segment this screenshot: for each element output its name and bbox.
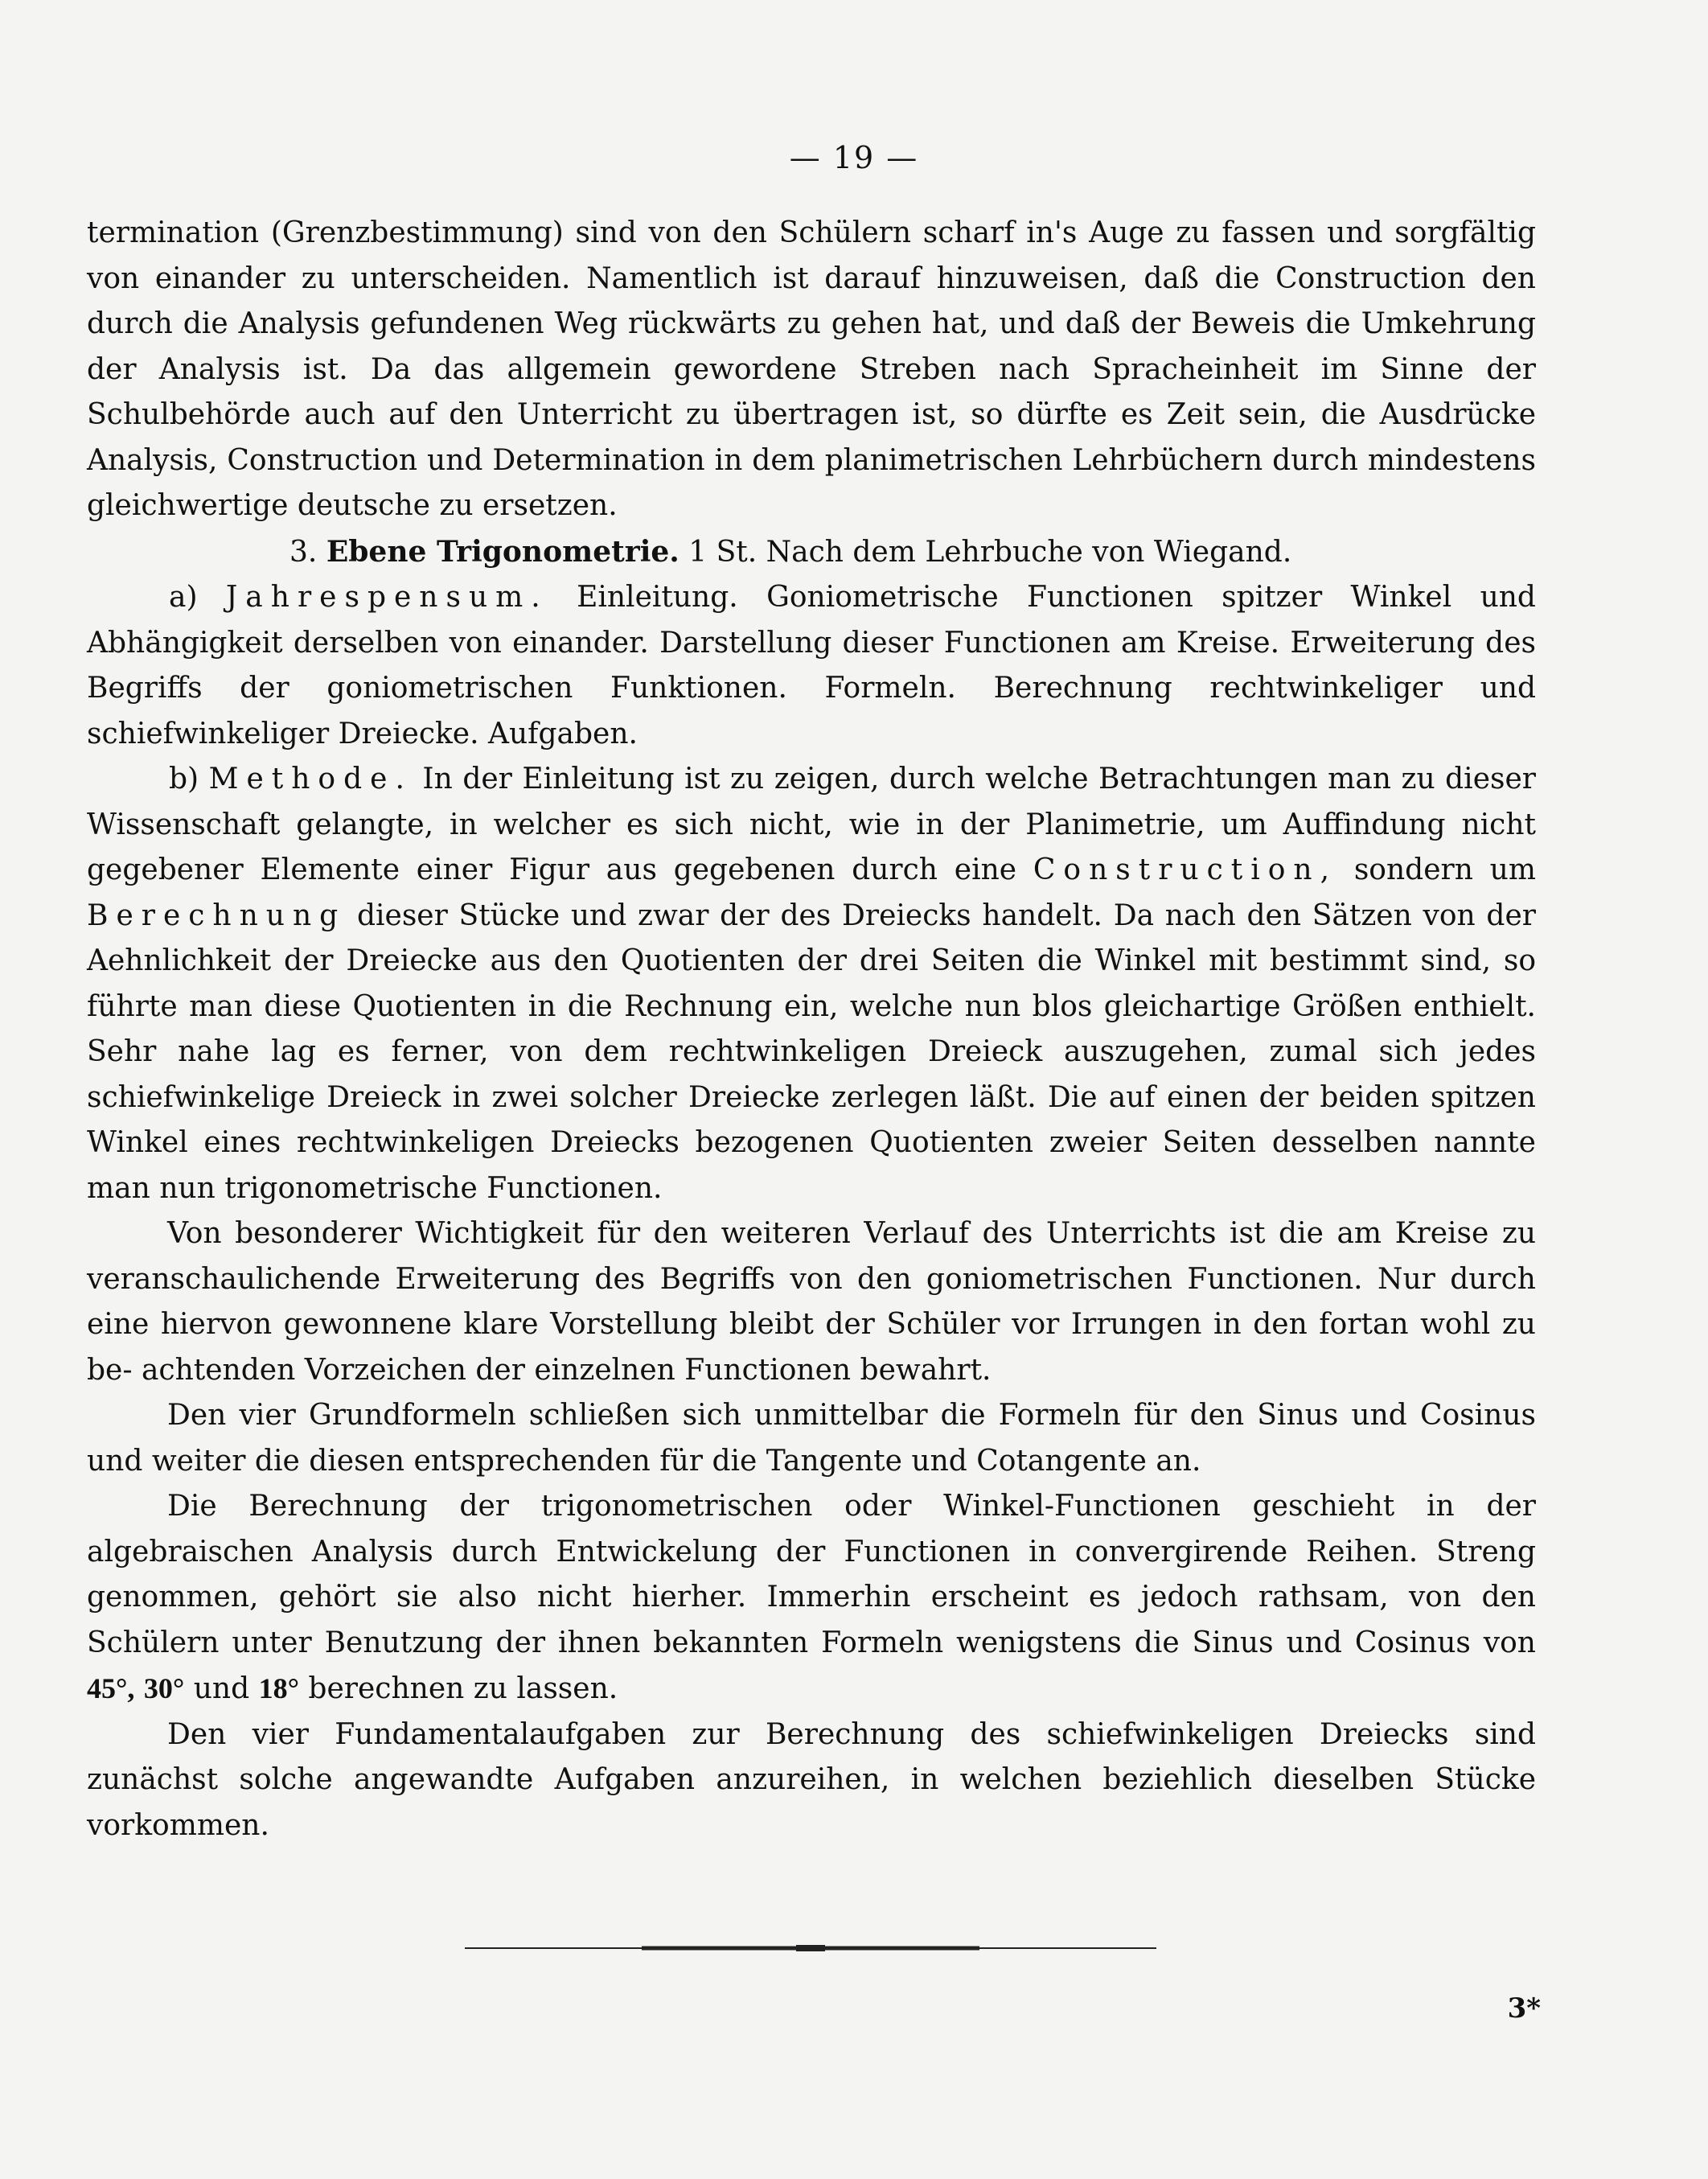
- text-methode-2: sondern um: [1337, 853, 1536, 886]
- section-heading: [87, 529, 1536, 576]
- paragraph-methode: [87, 757, 1536, 1211]
- text-jahrespensum: Einleitung. Goniometrische Functionen spitzer Winkel und Abhängigkeit derselben von einander. Darstellung dieser Functionen am Kreise. Erweiterung des Begriffs der goniometrischen Funktionen. Formeln. Berechnung rechtwinkeliger und schiefwinkeliger Dreiecke. Aufgaben.: [87, 581, 1536, 750]
- text-berechnung-1: Die Berechnung der trigonometrischen oder Winkel-Functionen geschieht in der algebraischen Analysis durch Entwickelung der Functionen in convergirende Reihen. Streng genommen, gehört sie also nicht hierher. Immerhin erscheint es jedoch rathsam, von den Schülern unter Benutzung der ihnen bekannten Formeln wenigstens die Sinus und Cosinus von: [87, 1490, 1536, 1659]
- label-a: a): [169, 581, 198, 614]
- term-methode: Methode.: [208, 763, 413, 796]
- heading-title: Ebene Trigonometrie.: [326, 534, 680, 569]
- degree-30: 30°: [143, 1672, 185, 1704]
- divider-line-icon: [465, 1945, 1156, 1951]
- spacer: [134, 1672, 143, 1705]
- text-methode-1: In der Einleitung ist zu zeigen, durch welche Betrachtungen man zu dieser Wissenschaft gelangte, in welcher es sich nicht, wie in der Planimetrie, um Auffindung nicht gegebener Elemente einer Figur aus gegebenen durch eine: [87, 763, 1536, 886]
- paragraph-fundamentalaufgaben: Den vier Fundamentalaufgaben zur Berechnung des schiefwinkeligen Dreiecks sind zunächst solche angewandte Aufgaben anzureihen, in welchen beziehlich dieselben Stücke vorkommen.: [87, 1717, 1536, 1842]
- text-methode-3: dieser Stücke und zwar der des Dreiecks handelt. Da nach den Sätzen von der Aehnlichkeit der Dreiecke aus den Quotienten der drei Seiten die Winkel mit bestimmt sind, so führte man diese Quotienten in die Rechnung ein, welche nun blos gleichartige Größen enthielt. Sehr nahe lag es ferner, von dem rechtwinkeligen Dreieck auszugehen, zumal sich jedes schiefwinkelige Dreieck in zwei solcher Dreiecke zerlegen läßt. Die auf einen der beiden spitzen Winkel eines rechtwinkeligen Dreiecks bezogenen Quotienten zweier Seiten desselben nannte man nun trigonometrische Functionen.: [87, 898, 1536, 1205]
- signature-mark: 3*: [1507, 1992, 1541, 2025]
- section-divider: [465, 1945, 1156, 1951]
- heading-details: 1 St. Nach dem Lehrbuche von Wiegand.: [679, 535, 1292, 569]
- term-berechnung: Berechnung: [87, 898, 347, 932]
- label-b: b): [169, 763, 199, 796]
- paragraph-berechnung: [87, 1484, 1536, 1712]
- term-construction: Construction,: [1033, 853, 1338, 886]
- degree-18: 18°: [258, 1672, 299, 1704]
- heading-number: 3.: [289, 535, 318, 569]
- text-berechnung-3: berechnen zu lassen.: [298, 1672, 618, 1705]
- paragraph-intro: termination (Grenzbestimmung) sind von den Schülern scharf in's Auge zu fassen und sorgfältig von einander zu unterscheiden. Namentlich ist darauf hinzuweisen, daß die Construction den durch die Analysis gefundenen Weg rückwärts zu gehen hat, und daß der Beweis die Umkehrung der Analysis ist. Da das allgemein gewordene Streben nach Spracheinheit im Sinne der Schulbehörde auch auf den Unterricht zu übertragen ist, so dürfte es Zeit sein, die Ausdrücke Analysis, Construction und Determination in dem planimetrischen Lehrbüchern durch mindestens gleichwertige deutsche zu ersetzen.: [87, 216, 1536, 522]
- paragraph-jahrespensum: [87, 575, 1536, 757]
- paragraph-grundformeln: Den vier Grundformeln schließen sich unmittelbar die Formeln für den Sinus und Cosinus und weiter die diesen entsprechenden für die Tangente und Cotangente an.: [87, 1399, 1536, 1478]
- text-berechnung-2: und: [184, 1672, 259, 1705]
- paragraph-wichtigkeit: Von besonderer Wichtigkeit für den weiteren Verlauf des Unterrichts ist die am Kreise zu veranschaulichende Erweiterung des Begriffs von den goniometrischen Functionen. Nur durch eine hiervon gewonnene klare Vorstellung bleibt der Schüler vor Irrungen in den fortan wohl zu be- achtenden Vorzeichen der einzelnen Functionen bewahrt.: [87, 1217, 1536, 1387]
- page-number: — 19 —: [789, 140, 919, 175]
- degree-45: 45°,: [87, 1672, 135, 1704]
- body-text: [87, 211, 1536, 1848]
- term-jahrespensum: Jahrespensum.: [225, 581, 548, 614]
